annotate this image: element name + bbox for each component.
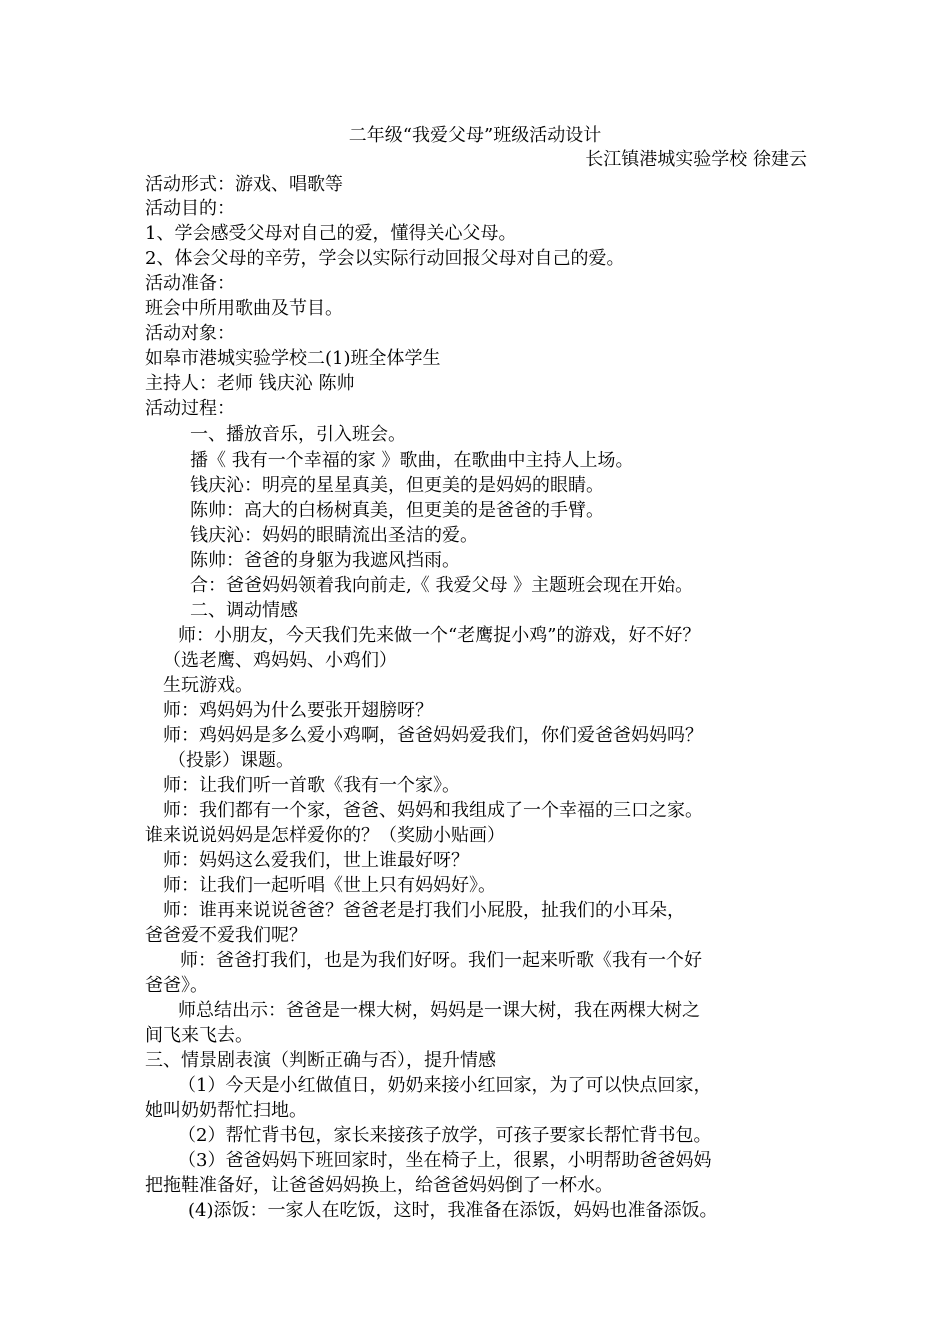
text-line: （投影）课题。 (168, 750, 294, 771)
text-line: 爸爸爱不爱我们呢？ (145, 925, 307, 946)
text-line: 师：鸡妈妈是多么爱小鸡啊，爸爸妈妈爱我们，你们爱爸爸妈妈吗？ (163, 725, 703, 746)
text-line: 主持人：老师 钱庆沁 陈帅 (145, 373, 355, 394)
text-line: 活动过程： (145, 398, 235, 419)
text-line: 三、情景剧表演（判断正确与否），提升情感 (145, 1050, 496, 1071)
text-line: 生玩游戏。 (163, 675, 253, 696)
text-line: (4)添饭：一家人在吃饭，这时，我准备在添饭，妈妈也准备添饭。 (188, 1200, 718, 1221)
text-line: 师：我们都有一个家，爸爸、妈妈和我组成了一个幸福的三口之家。 (163, 800, 703, 821)
text-line: （1）今天是小红做值日，奶奶来接小红回家，为了可以快点回家， (178, 1075, 712, 1096)
text-line: （选老鹰、鸡妈妈、小鸡们） (163, 650, 397, 671)
document-title: 二年级“我爱父母”班级活动设计 (348, 125, 602, 146)
text-line: 师：让我们一起听唱《世上只有妈妈好》。 (163, 875, 496, 896)
text-line: 2、体会父母的辛劳，学会以实际行动回报父母对自己的爱。 (145, 248, 625, 269)
text-line: （2）帮忙背书包，家长来接孩子放学，可孩子要家长帮忙背书包。 (178, 1125, 712, 1146)
text-line: 爸爸》。 (145, 975, 208, 996)
text-line: 1、学会感受父母对自己的爱，懂得关心父母。 (145, 223, 517, 244)
text-line: 如皋市港城实验学校二(1)班全体学生 (145, 348, 441, 369)
text-line: 师：爸爸打我们，也是为我们好呀。我们一起来听歌《我有一个好 (180, 950, 702, 971)
text-line: 间飞来飞去。 (145, 1025, 253, 1046)
text-line: 一、播放音乐，引入班会。 (190, 424, 406, 445)
text-line: 师：鸡妈妈为什么要张开翅膀呀？ (163, 700, 433, 721)
text-line: 活动形式：游戏、唱歌等 (145, 174, 343, 195)
text-line: 师：妈妈这么爱我们，世上谁最好呀？ (163, 850, 469, 871)
text-line: 把拖鞋准备好，让爸爸妈妈换上，给爸爸妈妈倒了一杯水。 (145, 1175, 613, 1196)
text-line: 活动准备： (145, 273, 235, 294)
text-line: 谁来说说妈妈是怎样爱你的？（奖励小贴画） (145, 825, 505, 846)
text-line: 师：让我们听一首歌《我有一个家》。 (163, 775, 460, 796)
text-line: 陈帅：爸爸的身躯为我遮风挡雨。 (190, 550, 460, 571)
text-line: 陈帅：高大的白杨树真美，但更美的是爸爸的手臂。 (190, 500, 604, 521)
text-line: 合：爸爸妈妈领着我向前走,《 我爱父母 》主题班会现在开始。 (190, 575, 694, 596)
text-line: 师：小朋友，今天我们先来做一个“老鹰捉小鸡”的游戏，好不好？ (178, 625, 701, 646)
text-line: 活动对象： (145, 323, 235, 344)
text-line: 她叫奶奶帮忙扫地。 (145, 1100, 307, 1121)
text-line: 师：谁再来说说爸爸？爸爸老是打我们小屁股，扯我们的小耳朵， (163, 900, 685, 921)
text-line: （3）爸爸妈妈下班回家时，坐在椅子上，很累，小明帮助爸爸妈妈 (178, 1150, 712, 1171)
text-line: 活动目的： (145, 198, 235, 219)
text-line: 师总结出示：爸爸是一棵大树，妈妈是一课大树，我在两棵大树之 (178, 1000, 700, 1021)
document-author: 长江镇港城实验学校 徐建云 (585, 149, 807, 170)
text-line: 钱庆沁：妈妈的眼睛流出圣洁的爱。 (190, 525, 478, 546)
text-line: 播《 我有一个幸福的家 》歌曲，在歌曲中主持人上场。 (190, 450, 634, 471)
text-line: 二、调动情感 (190, 600, 298, 621)
text-line: 班会中所用歌曲及节目。 (145, 298, 343, 319)
text-line: 钱庆沁：明亮的星星真美，但更美的是妈妈的眼睛。 (190, 475, 604, 496)
